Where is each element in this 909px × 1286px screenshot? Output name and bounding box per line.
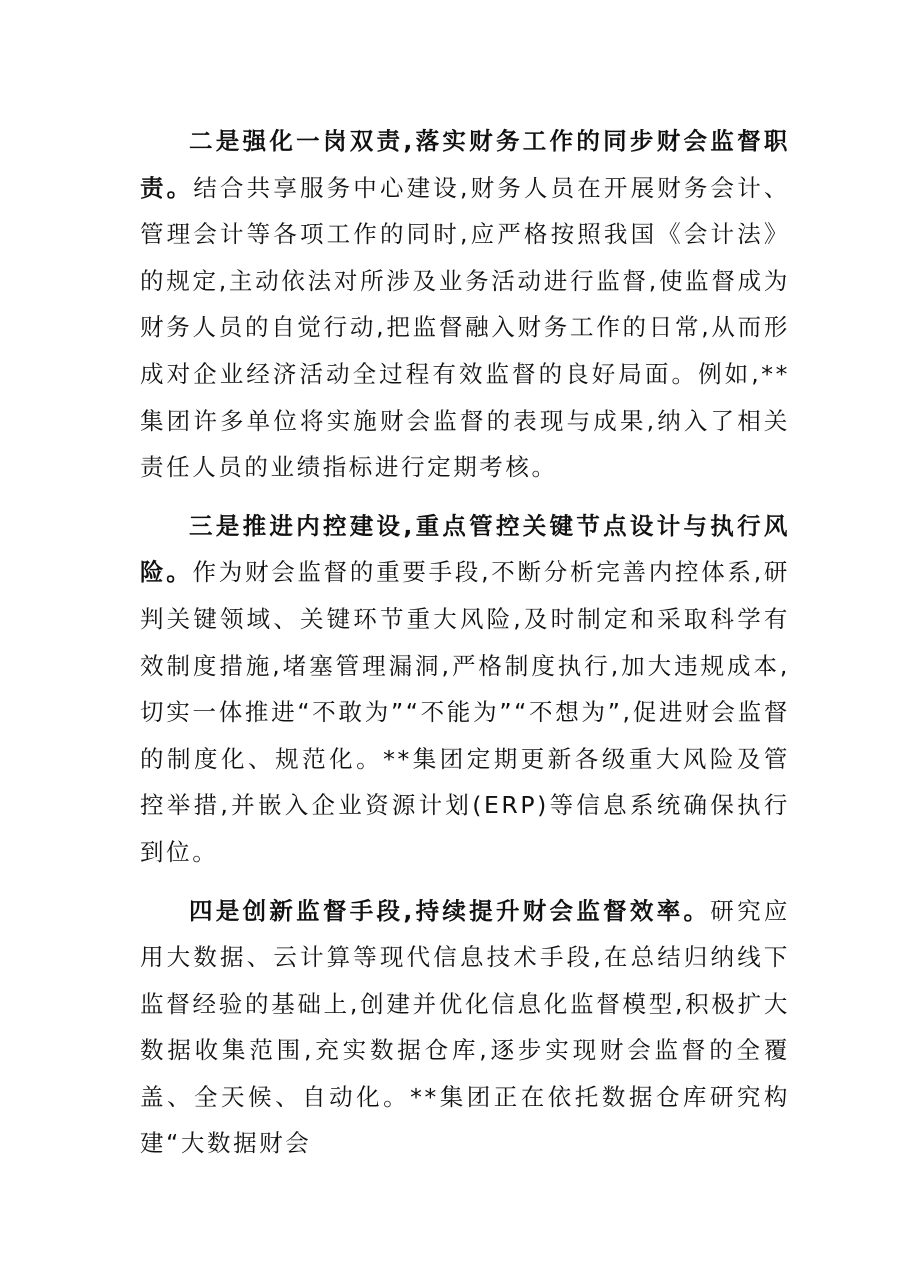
paragraph-1-text: 结合共享服务中心建设,财务人员在开展财务会计、管理会计等各项工作的同时,应严格按照我国《会计法》的规定,主动依法对所涉及业务活动进行监督,使监督成为财务人员的自觉行动,把监督融入财务工作的日常,从而形成对企业经济活动全过程有效监督的良好局面。例如,**集团许多单位将实施财会监督的表现与成果,纳入了相关责任人员的业绩指标进行定期考核。 [140, 173, 790, 482]
paragraph-1-heading: 二是强化一岗双责,落实财务工作的同步财会监督职责。 [140, 127, 790, 202]
paragraph-2 [140, 503, 790, 876]
paragraph-3-text: 研究应用大数据、云计算等现代信息技术手段,在总结归纳线下监督经验的基础上,创建并优化信息化监督模型,积极扩大数据收集范围,充实数据仓库,逐步实现财会监督的全覆盖、全天候、自动化。**集团正在依托数据仓库研究构建“大数据财会 [140, 896, 790, 1158]
paragraph-3 [140, 888, 790, 1168]
document-body [140, 118, 790, 1179]
paragraph-2-text: 作为财会监督的重要手段,不断分析完善内控体系,研判关键领域、关键环节重大风险,及时制定和采取科学有效制度措施,堵塞管理漏洞,严格制度执行,加大违规成本,切实一体推进“不敢为”“不能为”“不想为”,促进财会监督的制度化、规范化。**集团定期更新各级重大风险及管控举措,并嵌入企业资源计划(ERP)等信息系统确保执行到位。 [140, 558, 791, 866]
paragraph-1 [140, 118, 790, 491]
paragraph-3-heading: 四是创新监督手段,持续提升财会监督效率。 [189, 896, 711, 925]
paragraph-2-heading: 三是推进内控建设,重点管控关键节点设计与执行风险。 [140, 511, 790, 587]
